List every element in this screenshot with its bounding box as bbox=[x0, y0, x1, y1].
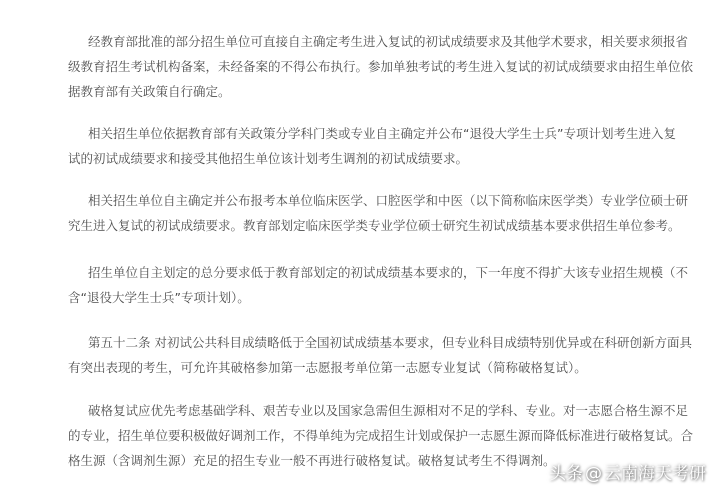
watermark-prefix: 头条 bbox=[549, 464, 583, 484]
paragraph-line: 破格复试应优先考虑基础学科、艰苦专业以及国家急需但生源相对不足的学科、专业。对一志愿合格生源不足 bbox=[88, 403, 689, 418]
paragraph-line: 级教育招生考试机构备案，未经备案的不得公布执行。参加单独考试的考生进入复试的初试成绩要求由招生单位依 bbox=[68, 59, 694, 74]
watermark bbox=[549, 459, 706, 484]
watermark-account: 云南海天考研 bbox=[604, 464, 706, 484]
paragraph-line: 招生单位自主划定的总分要求低于教育部划定的初试成绩基本要求的，下一年度不得扩大该专业招生规模（不 bbox=[88, 265, 689, 280]
paragraph-line: 究生进入复试的初试成绩要求。教育部划定临床医学类专业学位硕士研究生初试成绩基本要求供招生单位参考。 bbox=[68, 218, 681, 233]
paragraph-line: 有突出表现的考生，可允许其破格参加第一志愿报考单位第一志愿专业复试（简称破格复试）。 bbox=[68, 360, 587, 375]
paragraph-article-52 bbox=[68, 330, 692, 380]
paragraph-line: 含“退役大学生士兵”专项计划）。 bbox=[68, 290, 250, 305]
paragraph-clinical-medicine bbox=[68, 188, 689, 238]
paragraph-line: 的专业，招生单位要积极做好调剂工作，不得单纯为完成招生计划或保护一志愿生源而降低标准进行破格复试。合 bbox=[68, 428, 694, 443]
paragraph-enrollment-scale bbox=[68, 260, 689, 310]
paragraph-line: 试的初试成绩要求和接受其他招生单位该计划考生调剂的初试成绩要求。 bbox=[68, 151, 469, 166]
paragraph-line: 相关招生单位自主确定并公布报考本单位临床医学、口腔医学和中医（以下简称临床医学类）专业学位硕士研 bbox=[88, 193, 689, 208]
paragraph-line: 经教育部批准的部分招生单位可直接自主确定考生进入复试的初试成绩要求及其他学术要求，相关要求须报省 bbox=[88, 34, 689, 49]
watermark-separator: @ bbox=[585, 464, 602, 484]
paragraph-veteran-plan bbox=[68, 121, 676, 171]
paragraph-line: 据教育部有关政策自行确定。 bbox=[68, 84, 231, 99]
paragraph-line: 相关招生单位依据教育部有关政策分学科门类或专业自主确定并公布“退役大学生士兵”专项计划考生进入复 bbox=[88, 126, 676, 141]
paragraph-line: 第五十二条 对初试公共科目成绩略低于全国初试成绩基本要求，但专业科目成绩特别优异或在科研创新方面具 bbox=[88, 335, 692, 350]
paragraph-approved-units bbox=[68, 29, 694, 104]
paragraph-line: 格生源（含调剂生源）充足的招生专业一般不再进行破格复试。破格复试考生不得调剂。 bbox=[68, 453, 556, 468]
